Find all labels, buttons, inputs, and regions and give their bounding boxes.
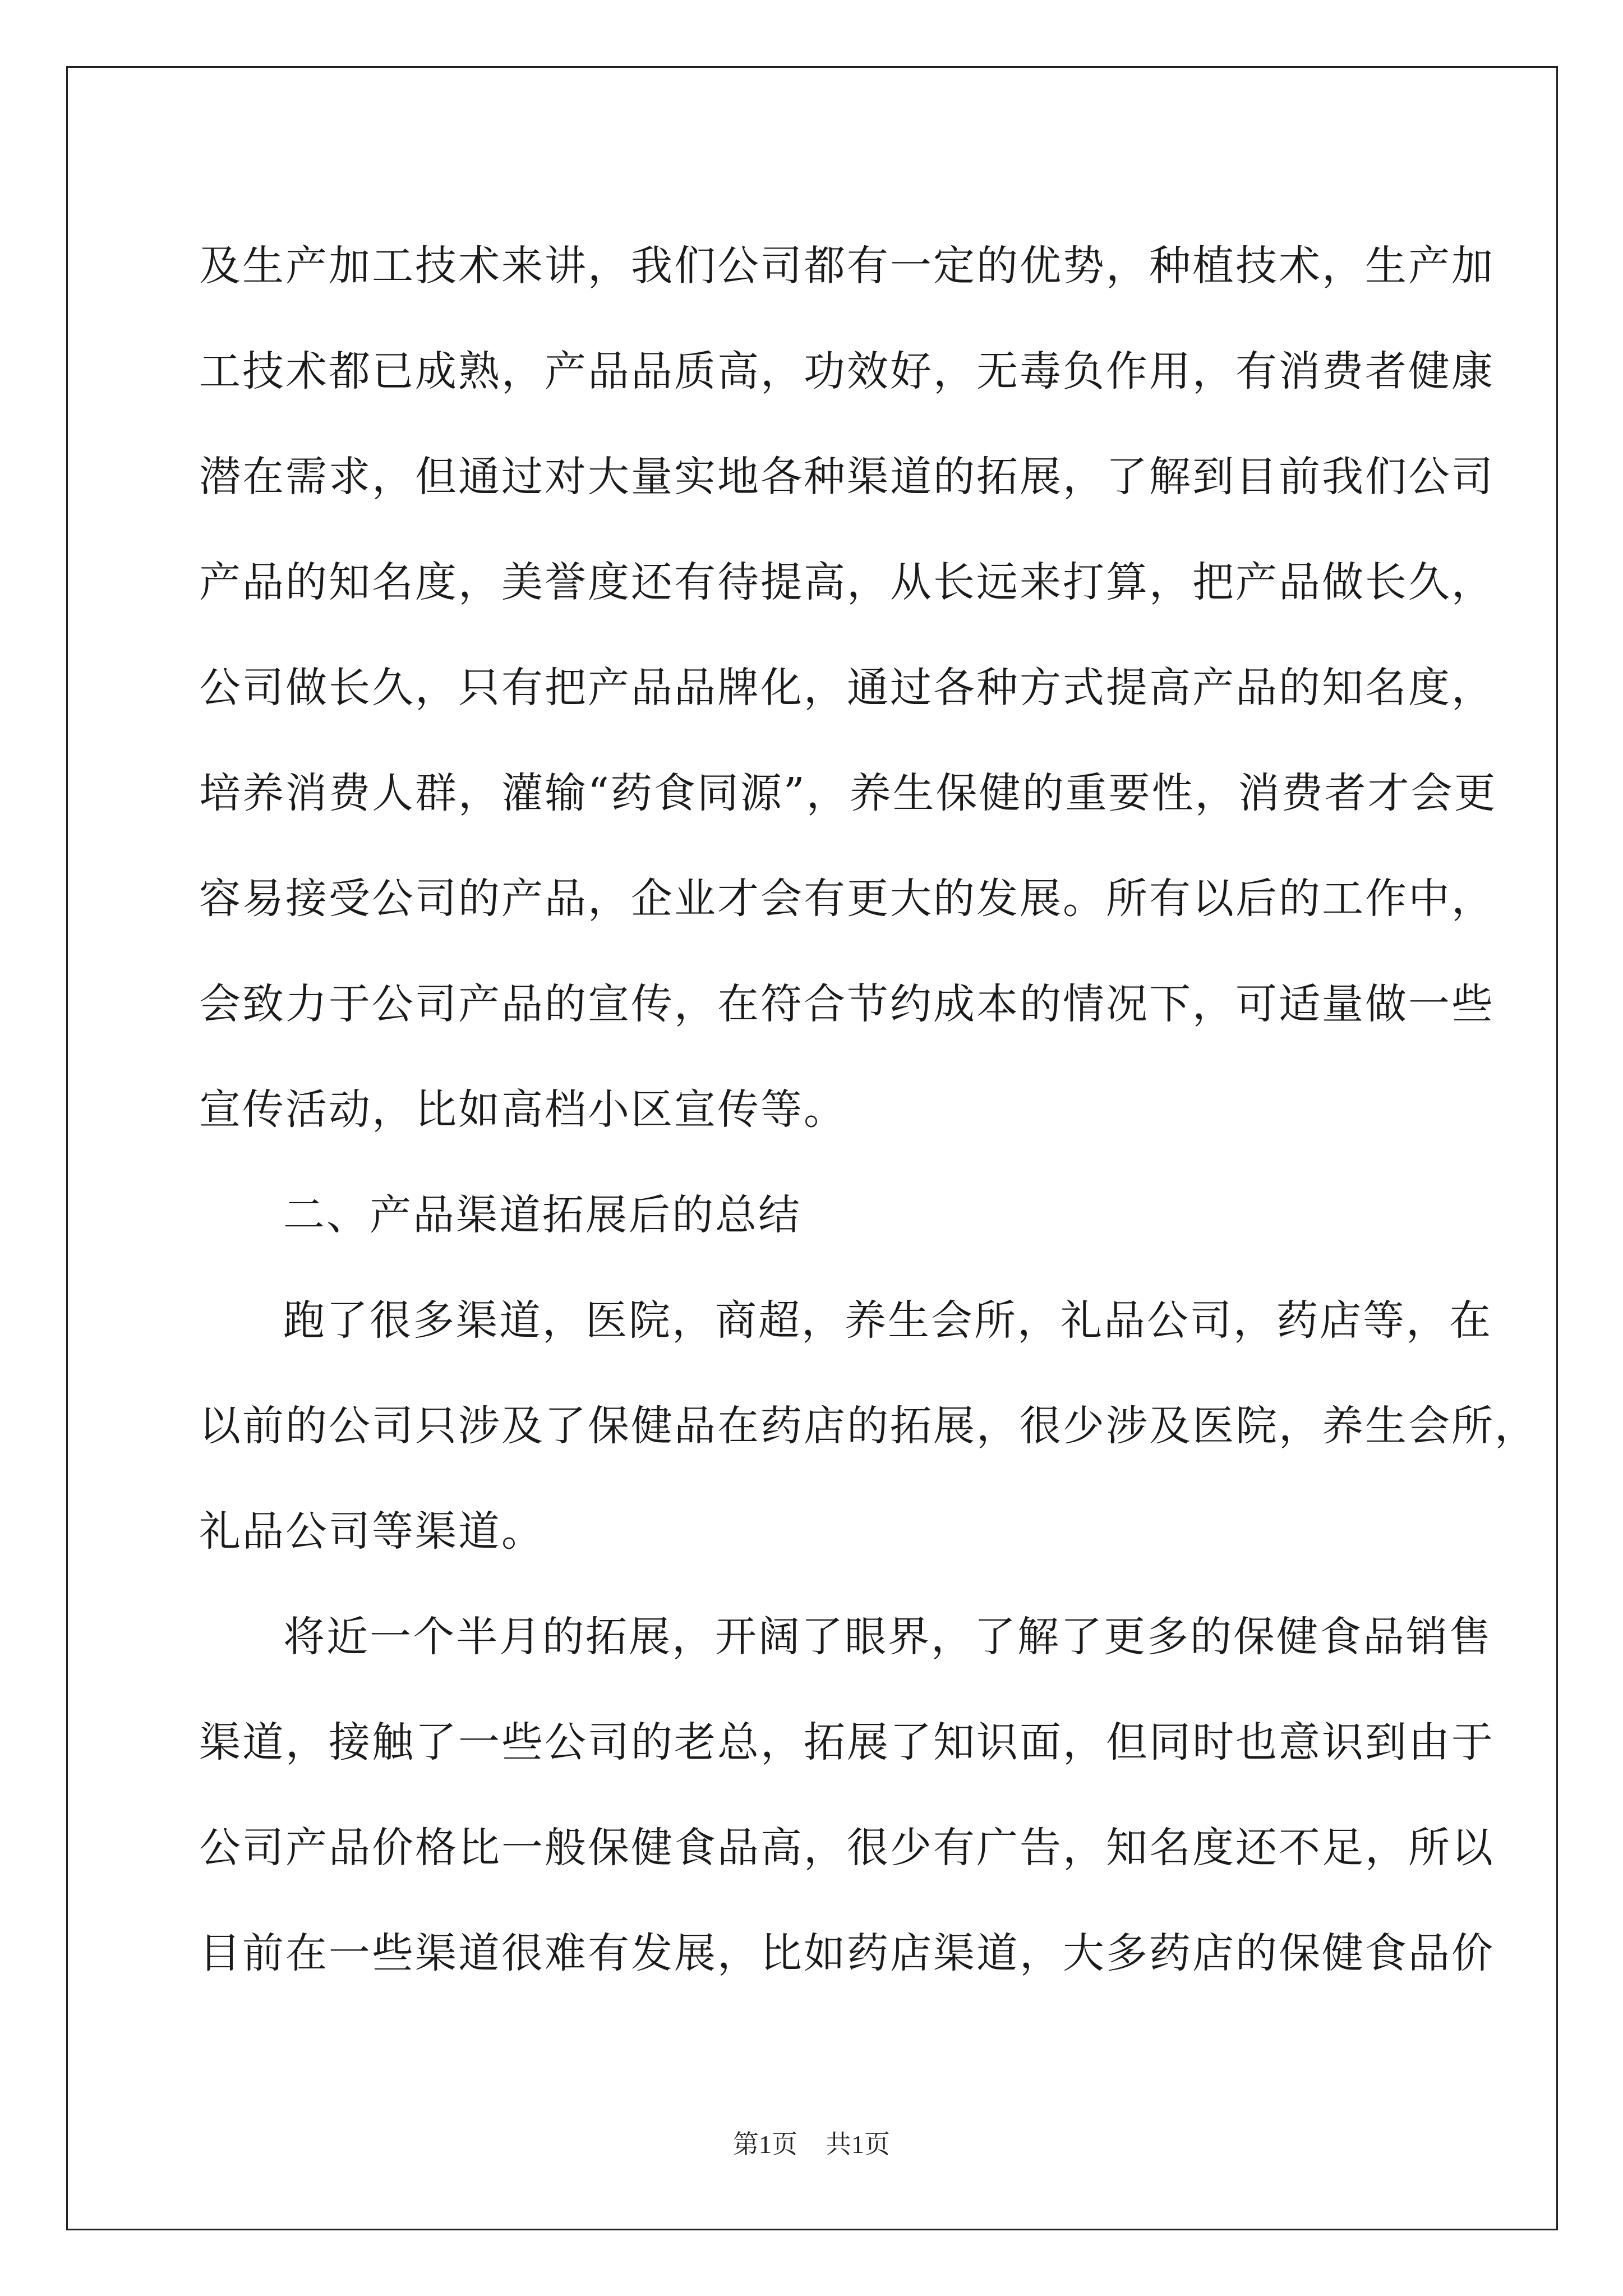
page-number: 第1页 <box>733 2130 797 2159</box>
text-line-1: 及生产加工技术来讲，我们公司都有一定的优势，种植技术，生产加 <box>199 242 1495 290</box>
text-line-2: 工技术都已成熟，产品品质高，功效好，无毒负作用，有消费者健康 <box>199 347 1495 395</box>
page-footer <box>0 2124 1623 2161</box>
text-line-8: 会致力于公司产品的宣传，在符合节约成本的情况下，可适量做一些 <box>199 980 1495 1028</box>
document-body <box>199 213 1538 2006</box>
text-line-12: 以前的公司只涉及了保健品在药店的拓展，很少涉及医院，养生会所， <box>199 1402 1538 1450</box>
text-line-14: 将近一个半月的拓展，开阔了眼界，了解了更多的保健食品销售 <box>283 1613 1492 1661</box>
text-line-7: 容易接受公司的产品，企业才会有更大的发展。所有以后的工作中， <box>199 875 1495 923</box>
text-line-16: 公司产品价格比一般保健食品高，很少有广告，知名度还不足，所以 <box>199 1824 1495 1872</box>
text-line-15: 渠道，接触了一些公司的老总，拓展了知识面，但同时也意识到由于 <box>199 1718 1495 1766</box>
text-line-17: 目前在一些渠道很难有发展，比如药店渠道，大多药店的保健食品价 <box>199 1929 1495 1977</box>
text-line-9: 宣传活动，比如高档小区宣传等。 <box>199 1085 847 1134</box>
page-total: 共1页 <box>826 2130 890 2159</box>
text-line-5: 公司做长久，只有把产品品牌化，通过各种方式提高产品的知名度， <box>199 664 1495 712</box>
text-line-11: 跑了很多渠道，医院，商超，养生会所，礼品公司，药店等，在 <box>283 1296 1492 1345</box>
text-line-6: 培养消费人群，灌输“药食同源”，养生保健的重要性，消费者才会更 <box>199 769 1497 817</box>
text-line-3: 潜在需求，但通过对大量实地各种渠道的拓展，了解到目前我们公司 <box>199 453 1495 501</box>
text-line-4: 产品的知名度，美誉度还有待提高，从长远来打算，把产品做长久， <box>199 558 1495 606</box>
text-line-13: 礼品公司等渠道。 <box>199 1507 545 1556</box>
section-heading: 二、产品渠道拓展后的总结 <box>283 1191 801 1239</box>
